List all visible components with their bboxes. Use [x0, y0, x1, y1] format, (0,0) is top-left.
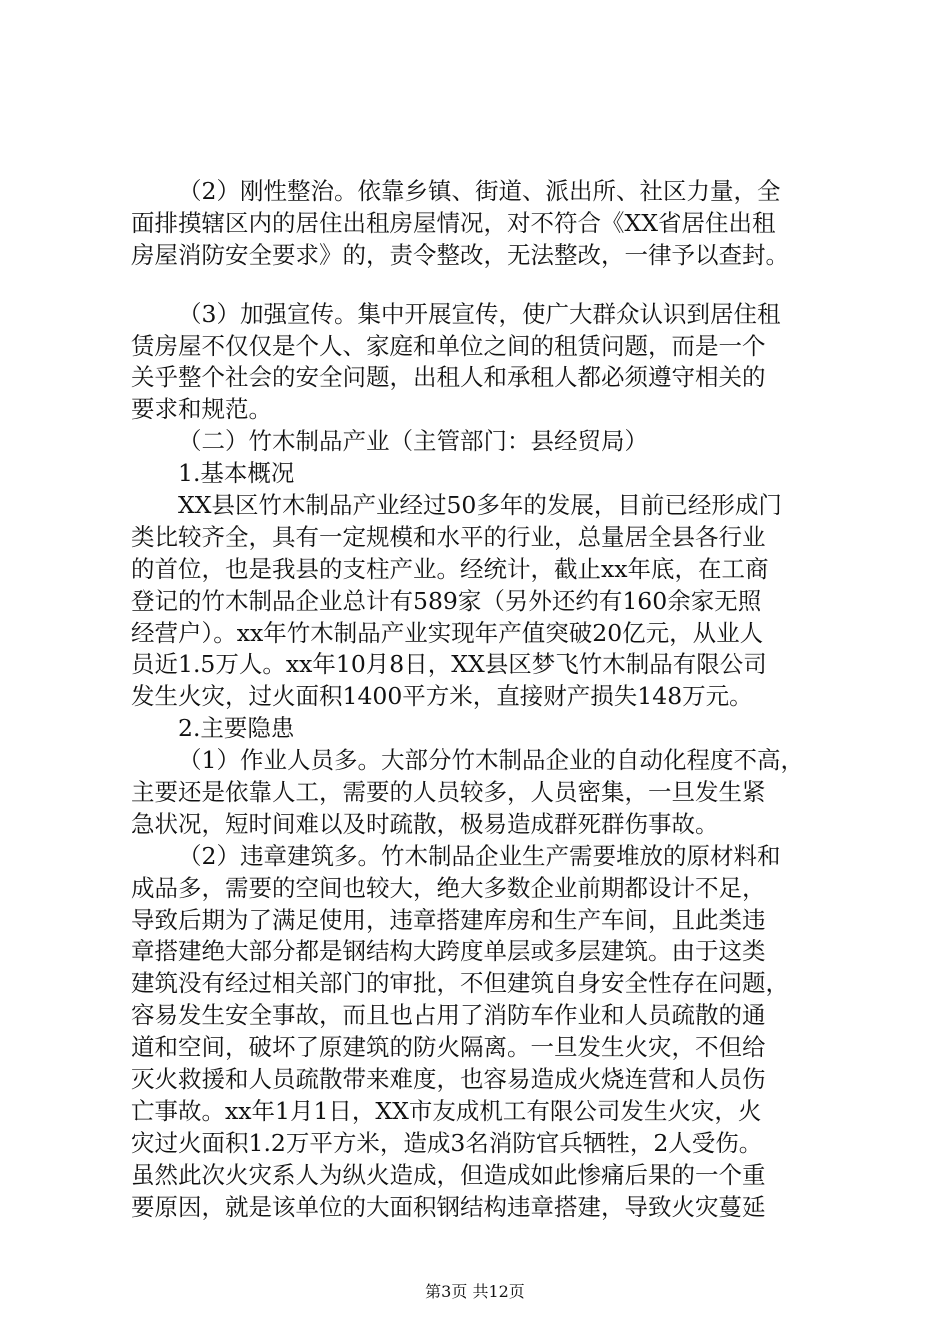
- paragraph-gap: [131, 272, 836, 299]
- section-heading: （二）竹木制品产业（主管部门：县经贸局）: [178, 427, 648, 456]
- text-line: 房屋消防安全要求》的，责令整改，无法整改，一律予以查封。: [131, 240, 789, 269]
- subsection-heading: 2.主要隐患: [178, 714, 295, 743]
- paragraph-rigid-rectification: [131, 176, 836, 272]
- subsection-heading: 1.基本概况: [178, 459, 295, 488]
- text-line: （2）违章建筑多。竹木制品企业生产需要堆放的原材料和: [178, 841, 781, 870]
- text-line: （2）刚性整治。依靠乡镇、街道、派出所、社区力量，全: [178, 177, 781, 205]
- text-line: 灾过火面积1.2万平方米，造成3名消防官兵牺牲，2人受伤。: [131, 1128, 763, 1157]
- text-line: 员近1.5万人。xx年10月8日，XX县区梦飞竹木制品有限公司: [131, 650, 767, 679]
- text-line: 赁房屋不仅仅是个人、家庭和单位之间的租赁问题，而是一个: [131, 331, 766, 360]
- text-line: 类比较齐全，具有一定规模和水平的行业，总量居全县各行业: [131, 522, 766, 551]
- page-footer: 第3页 共12页: [425, 1282, 525, 1301]
- text-line: 要求和规范。: [131, 395, 272, 424]
- text-line: 容易发生安全事故，而且也占用了消防车作业和人员疏散的通: [131, 1001, 766, 1030]
- text-line: 建筑没有经过相关部门的审批，不但建筑自身安全性存在问题，: [131, 969, 789, 998]
- text-line: 亡事故。xx年1月1日，XX市友成机工有限公司发生火灾，火: [131, 1096, 762, 1125]
- text-line: 主要还是依靠人工，需要的人员较多，人员密集，一旦发生紧: [131, 778, 766, 807]
- text-line: （3）加强宣传。集中开展宣传，使广大群众认识到居住租: [178, 299, 781, 328]
- text-line: 章搭建绝大部分都是钢结构大跨度单层或多层建筑。由于这类: [131, 937, 766, 966]
- text-line: 成品多，需要的空间也较大，绝大多数企业前期都设计不足，: [131, 873, 766, 902]
- text-line: （1）作业人员多。大部分竹木制品企业的自动化程度不高，: [178, 746, 804, 775]
- text-line: 要原因，就是该单位的大面积钢结构违章搭建，导致火灾蔓延: [131, 1192, 766, 1221]
- text-line: 虽然此次火灾系人为纵火造成，但造成如此惨痛后果的一个重: [131, 1160, 766, 1189]
- text-line: 道和空间，破坏了原建筑的防火隔离。一旦发生火灾，不但给: [131, 1033, 766, 1062]
- text-line: 登记的竹木制品企业总计有589家（另外还约有160余家无照: [131, 586, 762, 615]
- paragraph-body: [131, 299, 836, 1224]
- text-line: 面排摸辖区内的居住出租房屋情况，对不符合《XX省居住出租: [131, 208, 776, 237]
- text-line: 导致后期为了满足使用，违章搭建库房和生产车间，且此类违: [131, 905, 766, 934]
- text-line: 急状况，短时间难以及时疏散，极易造成群死群伤事故。: [131, 809, 719, 838]
- text-line: 经营户）。xx年竹木制品产业实现年产值突破20亿元，从业人: [131, 618, 764, 647]
- text-line: 发生火灾，过火面积1400平方米，直接财产损失148万元。: [131, 682, 753, 711]
- text-line: 关乎整个社会的安全问题，出租人和承租人都必须遵守相关的: [131, 363, 766, 392]
- text-line: 灭火救援和人员疏散带来难度，也容易造成火烧连营和人员伤: [131, 1065, 766, 1094]
- document-body: [131, 176, 836, 1224]
- text-line: XX县区竹木制品产业经过50多年的发展，目前已经形成门: [178, 491, 782, 520]
- text-line: 的首位，也是我县的支柱产业。经统计，截止xx年底，在工商: [131, 554, 769, 583]
